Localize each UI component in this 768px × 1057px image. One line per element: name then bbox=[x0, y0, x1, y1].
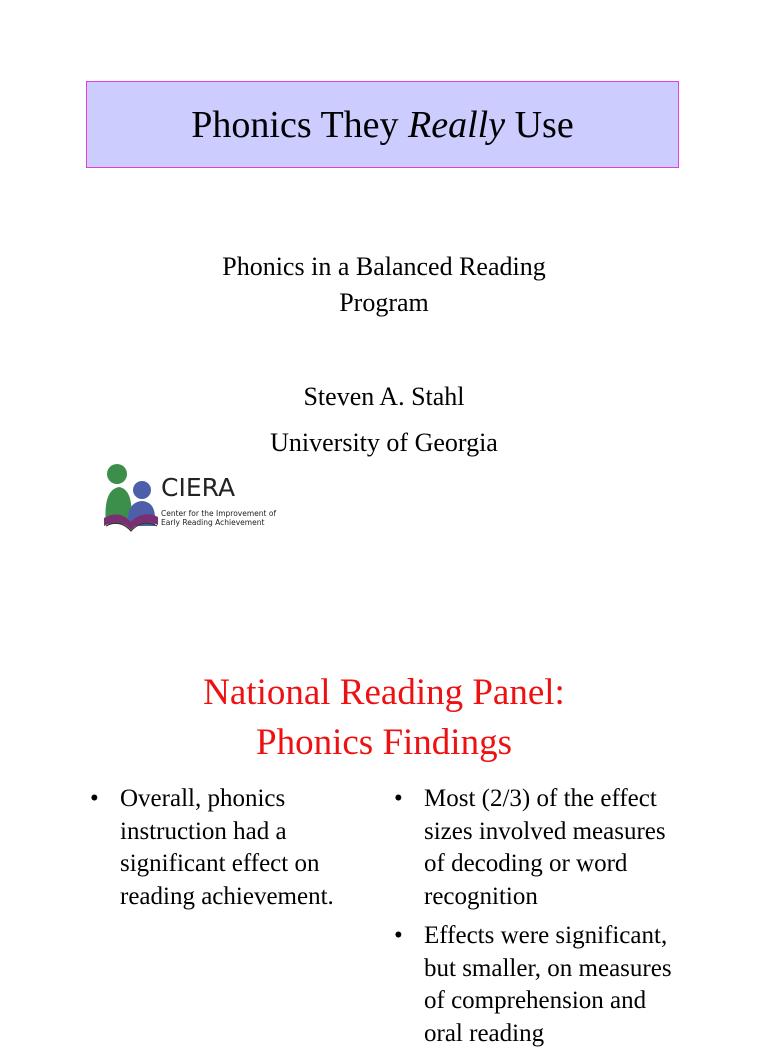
slide-title: Phonics They Really Use bbox=[191, 103, 574, 146]
slide-title-box bbox=[86, 81, 679, 168]
bullet-text: Most (2/3) of the effect sizes involved measures of decoding or word recognition bbox=[424, 785, 666, 910]
logo-tagline bbox=[161, 509, 276, 527]
logo-wordmark: CIERA bbox=[161, 473, 236, 502]
slide-subtitle bbox=[0, 249, 768, 321]
subtitle-line: Phonics in a Balanced Reading bbox=[222, 252, 546, 281]
author-name: Steven A. Stahl bbox=[303, 382, 465, 411]
logo-tagline-line: Early Reading Achievement bbox=[161, 518, 265, 527]
bullet-icon: • bbox=[90, 785, 99, 812]
author-affiliation: University of Georgia bbox=[270, 428, 498, 457]
ciera-logo-figures-icon bbox=[100, 462, 162, 534]
bullet-icon: • bbox=[394, 785, 403, 812]
bullet-text: Effects were significant, but smaller, on measures of comprehension and oral reading bbox=[424, 922, 672, 1047]
bullet-item bbox=[394, 920, 684, 1050]
ciera-logo bbox=[100, 462, 275, 534]
heading-line: Phonics Findings bbox=[256, 722, 512, 763]
bullet-item bbox=[394, 783, 684, 913]
logo-tagline-line: Center for the Improvement of bbox=[161, 509, 277, 518]
left-bullet-list bbox=[90, 783, 360, 920]
bullet-text: Overall, phonics instruction had a significant effect on reading achievement. bbox=[120, 785, 334, 910]
heading-line: National Reading Panel: bbox=[203, 672, 565, 713]
slide2-heading bbox=[0, 668, 768, 768]
bullet-icon: • bbox=[394, 922, 403, 949]
bullet-item bbox=[90, 783, 360, 913]
subtitle-line: Program bbox=[339, 288, 429, 317]
right-bullet-list bbox=[394, 783, 684, 1057]
author-block bbox=[0, 374, 768, 466]
